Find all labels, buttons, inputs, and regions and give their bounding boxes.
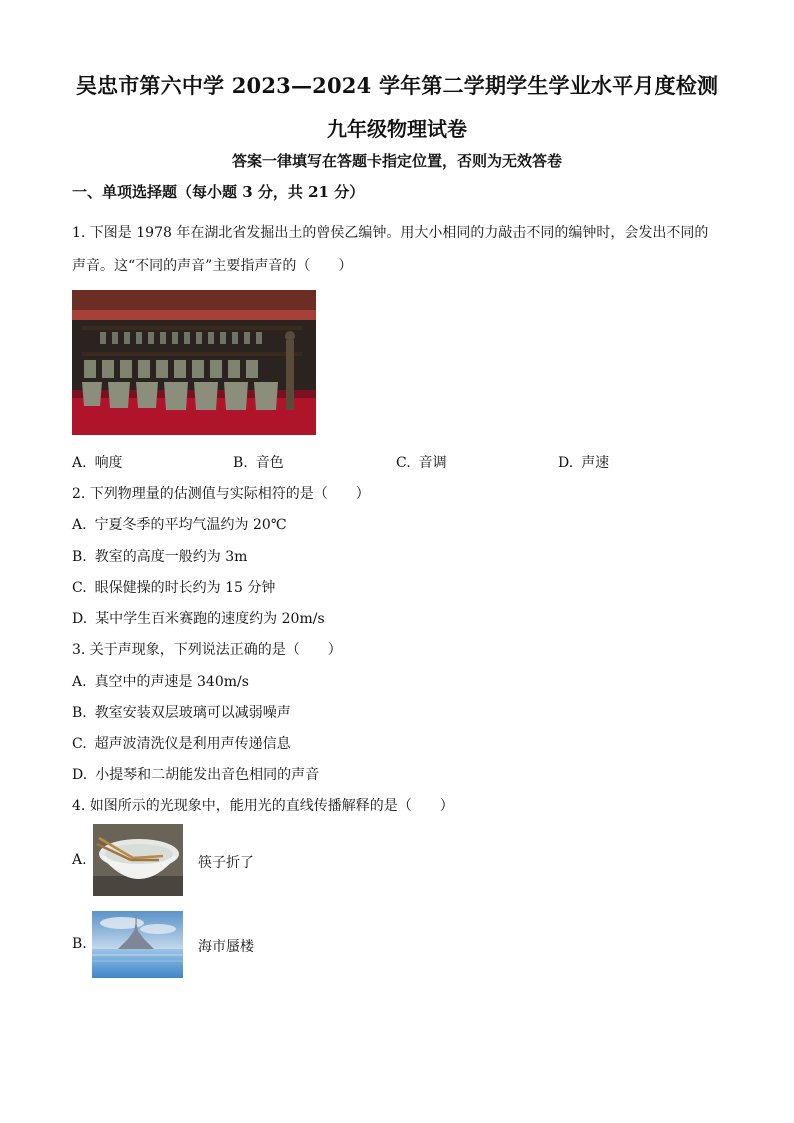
q1-option-d[interactable]: D. 声速 — [558, 455, 610, 471]
q2-option-c[interactable]: C. 眼保健操的时长约为 15 分钟 — [72, 580, 276, 596]
q1-option-a[interactable]: A. 响度 — [72, 455, 123, 471]
section-title: 一、单项选择题（每小题 3 分，共 21 分） — [72, 183, 365, 201]
q1-option-c[interactable]: C. 音调 — [396, 455, 447, 471]
q4-option-b-caption: 海市蜃楼 — [198, 939, 254, 955]
q3-option-a[interactable]: A. 真空中的声速是 340m/s — [72, 674, 249, 690]
exam-subtitle: 九年级物理试卷 — [327, 117, 467, 141]
q1-option-b[interactable]: B. 音色 — [233, 455, 284, 471]
q2-option-a[interactable]: A. 宁夏冬季的平均气温约为 20℃ — [72, 517, 287, 533]
q3-option-c[interactable]: C. 超声波清洗仪是利用声传递信息 — [72, 736, 291, 752]
question-2-stem: 2. 下列物理量的估测值与实际相符的是（ ） — [72, 486, 370, 502]
q3-option-d[interactable]: D. 小提琴和二胡能发出音色相同的声音 — [72, 767, 320, 783]
question-4-stem: 4. 如图所示的光现象中，能用光的直线传播解释的是（ ） — [72, 798, 454, 814]
chopsticks-in-bowl-photo — [93, 824, 183, 896]
q4-option-a-caption: 筷子折了 — [198, 855, 254, 871]
q2-option-d[interactable]: D. 某中学生百米赛跑的速度约为 20m/s — [72, 611, 325, 627]
question-1-stem: 1. 下图是 1978 年在湖北省发掘出土的曾侯乙编钟。用大小相同的力敲击不同的编钟时，会发出不同的声音。这“不同的声音”主要指声音的（ ） — [72, 225, 709, 274]
q2-option-b[interactable]: B. 教室的高度一般约为 3m — [72, 549, 248, 565]
q3-option-b[interactable]: B. 教室安装双层玻璃可以减弱噪声 — [72, 705, 291, 721]
exam-notice: 答案一律填写在答题卡指定位置，否则为无效答卷 — [231, 152, 562, 170]
q4-option-b-letter[interactable]: B. — [72, 936, 87, 952]
bianzhong-bells-photo — [72, 290, 316, 435]
mirage-photo — [92, 911, 183, 978]
exam-title: 吴忠市第六中学 2023—2024 学年第二学期学生学业水平月度检测 — [75, 73, 719, 98]
question-3-stem: 3. 关于声现象，下列说法正确的是（ ） — [72, 642, 342, 658]
q4-option-a-letter[interactable]: A. — [72, 852, 87, 868]
